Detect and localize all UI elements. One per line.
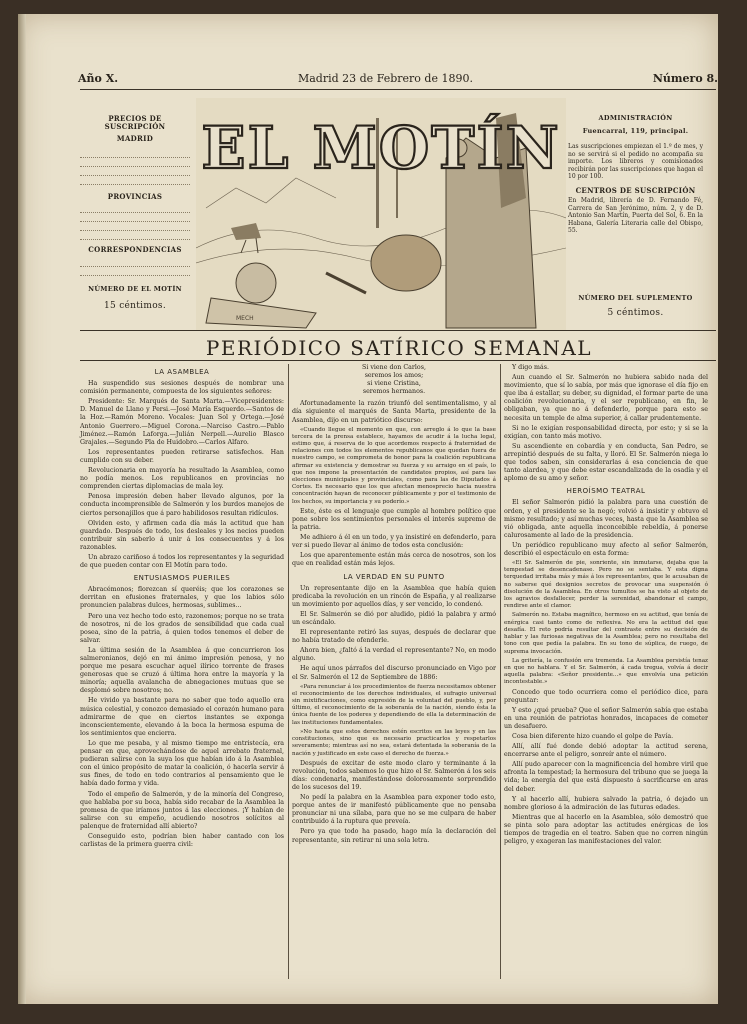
header-rule (80, 89, 716, 90)
paragraph: Y digo más. (512, 364, 549, 371)
page-spine (18, 14, 26, 1004)
column-1 (80, 364, 284, 851)
masthead-illustration (196, 98, 566, 330)
paragraph: La última sesión de la Asamblea á que concurrieron los salmeronianos, dejó en mi ánimo impresión penosa, y no porque me pesara escuchar aquel ilírico torrente de frases generosas que se cruzó á última hora entre la mayoría y la minoría; aquella avalancha de abnegaciones mutuas que se desplomó sobre nosotros; no. (80, 646, 284, 695)
paragraph: El señor Salmerón pidió la palabra para una cuestión de orden, y el presidente se la negó; volvió á insistir y obtuvo el mismo resultado; y así muchas veces, hasta que la Asamblea se vió obligada, ante aquella inconcebible rebeldía, á ponerse calurosamente al lado de la presidencia. (504, 499, 708, 539)
paragraph: Después de excitar de este modo claro y terminante á la revolución, todos sabemos lo que hizo el Sr. Salmerón á los seis días: condenarla, manifestándose dolorosamente sorprendido de los sucesos del 19. (292, 759, 496, 791)
paragraph: Cosa bien diferente hizo cuando el golpe de Pavía. (512, 732, 674, 740)
dateline: Madrid 23 de Febrero de 1890. (297, 72, 473, 85)
centros-text: En Madrid, librería de D. Fernando Fé, Carrera de San Jerónimo, núm. 2, y de D. Antonio San Martín, Puerta del Sol, 6. En la Habana, Galería Literaria calle del Obispo, 55. (568, 197, 703, 234)
paragraph: Un periódico republicano muy afecto al señor Salmerón, describió el espectáculo en esta forma: (504, 541, 708, 557)
paragraph: Salmerón no. Estaba magnífico, hermoso en su actitud, que tenía de enérgica casi tanto como de reflexiva. No era la actitud del que desafía. El reto podría resultar del contraste entre su decisión de hablar y las furiosas negativas de la Asamblea; pero no resultaba del tono con que pedía la palabra. En su tono de súplica, de ruego, de suprema invocación. (504, 612, 708, 655)
masthead-engraving (196, 98, 566, 330)
subscription-note: Las suscripciones empiezan el 1.º de mes, y no se servirá si el pedido no acompaña su importe. Los libreros y comisionados recibirán por las suscripciones que hagan el 10 por 100. (568, 143, 703, 180)
paragraph: Y esto ¿qué prueba? Que el señor Salmerón sabía que estaba en una reunión de patriotas honrados, incapaces de cometer un desafuero. (504, 706, 708, 730)
paragraph: Aun cuando el Sr. Salmerón no hubiera sabido nada del movimiento, que sí lo sabía, por más que ignorase el día fijo en que iba á estallar, su deber, su dignidad, el formar parte de una coalición revolucionaria, y el ser republicano, en fin, le obligaban, ya que no á defenderlo, porque para esto se necesita un temple de alma superior, á callar prudentemente. (504, 374, 708, 422)
paragraph: No pedí la palabra en la Asamblea para exponer todo esto, porque antes de ir manifestó públicamente que no pensaba pronunciar ni una sílaba, para que no se me culpara de haber contribuido á la ruptura que preveía. (292, 794, 496, 826)
provincias-lines (80, 206, 190, 240)
supplement-label: NÚMERO DEL SUPLEMENTO (578, 293, 693, 302)
paragraph: «El Sr. Salmerón de pie, sonriente, sin inmutarse, dejaba que la tempestad se desencadenase. Pero no se sentaba. Y esta digna terquedad irritaba más y más á los representantes, que le acusaban de no saberse qué designios secretos de provocar una suspensión ó disolución de la Asamblea. En otros tumultos se ha visto al objeto de los agravios desfallecer, perder la serenidad, abandonar el campo, rendirse ante el clamor. (504, 560, 708, 610)
column-2 (292, 364, 496, 851)
paragraph: Todo el empeño de Salmerón, y de la minoría del Congreso, que hablaba por su boca, había sido recabar de la Asamblea la promesa de que iríamos juntos á las elecciones. ¡Y habían de salirse con su empeño, acudiendo nosotros solícitos al palenque de fraternidad allí abierto? (80, 790, 284, 830)
paragraph: Lo que me pesaba, y al mismo tiempo me entristecía, era pensar en que, aprovechándose de aquel arrebato fraternal, pudieran salirse con la suya los que habían ido á la Asamblea con el único propósito de matar la coalición, ó hacerla servir á sus fines, de todo en todo contrarios al pensamiento que le había dado forma y vida. (80, 739, 284, 788)
verse-block (292, 364, 496, 396)
administration-box (568, 110, 703, 321)
paragraph: Concedo que todo ocurriera como el periódico dice, para preguntar: (504, 688, 708, 704)
madrid-lines (80, 151, 190, 185)
paragraph: Un representante dijo en la Asamblea que había quien predicaba la revolución en un rincón de España, y al realizarse un movimiento por aquellos días, y ser vencido, lo condenó. (292, 584, 496, 608)
paragraph: Ahora bien, ¿faltó á la verdad el representante? No, en modo alguno. (292, 647, 496, 663)
subtitle-rule-bottom (80, 360, 716, 361)
prices-title: PRECIOS DE SUSCRIPCIÓN (104, 114, 166, 131)
paragraph: Penosa impresión deben haber llevado algunos, por la conducta incomprensible de Salmerón y los burdos manejos de ciertos personajillos que á paro habilidosos resultan ridículos. (80, 493, 284, 517)
paragraph: Presidente: Sr. Marqués de Santa Marta.—Vicepresidentes: D. Manuel de Llano y Persi.—José María Esquerdo.—Santos de la Hoz.—Ramón Moreno. Vocales: Juan Sol y Ortega.—José Antonio Guerrero.—Miguel Corona.—Narciso Castro.—Pablo Jiménez.—Ramón Laforga.—Julián Nerpell.—Aurelio Blasco Grajales.—Segundo Pla de Huidobro.—Carlos Alfaro. (80, 398, 284, 446)
article-columns (80, 364, 710, 851)
paragraph: «Para renunciar á los procedimientos de fuerza necesitamos obtener el reconocimiento de los derechos individuales, el sufragio universal sin mixtificaciones, como expresión de la voluntad del pueblo, y, por último, el reconocimiento de la soberanía de la nación, siendo ésta la única fuente de los poderes y dependiendo de ella la determinación de las instituciones fundamentales. (292, 683, 496, 726)
correspondencias-lines (80, 260, 190, 276)
paragraph: La gritería, la confusión era tremenda. La Asamblea persistía tenaz en que no hablara. Y el Sr. Salmerón, á cada tregua, volvía á decir aquella palabra: «Señor presidente...» que envolvía una petición incontestable.» (504, 657, 708, 686)
paragraph: »No hasta que estos derechos estén escritos en las leyes y en las constituciones, sino que es necesario practicarlos y respetarlos severamente; mientras así no sea, estará detentada la soberanía de la nación y justificado en este caso el derecho de fuerza.» (292, 728, 496, 757)
paragraph: Pero una vez hecho todo esto, razonemos; porque no se trata de nosotros, ni de los grados de sensibilidad que cada cual posea, sino de la patria, á quien todos tenemos el deber de salvar. (80, 612, 284, 644)
paragraph: Los representantes pueden retirarse satisfechos. Han cumplido con su deber. (80, 448, 284, 464)
paragraph: He vivido ya bastante para no saber que todo aquello era música celestial, y conozco demasiado el corazón humano para admirarme de que en ciertos instantes se exponga inconscientemente, elevando á la boca la hermosa espuma de los sentimientos que encierra. (80, 697, 284, 737)
engraver-signature: MECH (236, 315, 254, 322)
issue-price-value: 15 céntimos. (103, 301, 166, 311)
paragraph: Revolucionaria en mayoría ha resultado la Asamblea, como no podía menos. Los republicanos en provincias no comprenden ciertas diplomacias de mala ley. (80, 467, 284, 491)
issue-number: Número 8. (652, 72, 718, 85)
paragraph: Afortunadamente la razón triunfó del sentimentalismo, y al día siguiente el marqués de Santa Marta, presidente de la Asamblea, dijo en un patriótico discurso: (292, 400, 496, 424)
heading-la-verdad: LA VERDAD EN SU PUNTO (343, 572, 445, 581)
verse-line: seremos hermanos. (362, 388, 426, 396)
correspondencias-label: CORRESPONDENCIAS (88, 245, 182, 254)
paragraph: El representante retiró las suyas, después de declarar que no había tratado de ofenderle. (292, 629, 496, 645)
paragraph: Un abrazo cariñoso á todos los representantes y la seguridad de que pueden contar con El Motín para todo. (80, 553, 284, 570)
paragraph: Conseguido esto, podrían bien haber cantado con los carlistas de la primera guerra civil: (80, 832, 284, 849)
paragraph: Pero ya que todo ha pasado, hago mía la declaración del representante, sin retirar ni una sola letra. (292, 828, 496, 844)
supplement-price: 5 céntimos. (607, 308, 664, 318)
paragraph: Mientras que al hacerlo en la Asamblea, sólo demostró que se pinta solo para adoptar las actitudes enérgicas de los tiempos de tragedia en el teatro. Saben que no corren ningún peligro, y exageran las manifestaciones del valor. (504, 813, 708, 846)
masthead-title: EL MOTÍN (201, 114, 561, 182)
column-3 (504, 364, 708, 851)
paragraph: Allí, allí fué donde debió adoptar la actitud serena, encerrarse ante el peligro, sonreír ante el número. (504, 743, 708, 759)
paragraph: Y al hacerlo allí, hubiera salvado la patria, ó dejado un nombre glorioso á la admiración de las futuras edades. (504, 795, 708, 811)
verse-line: seremos los amos; (364, 372, 424, 380)
newspaper-page (18, 14, 718, 1004)
paragraph: Su ascendiente en cobardía y en conducta, San Pedro, se arrepintió después de su falta, y lloró. El Sr. Salmerón niega lo que todos saben, sin considerarlas á esa conciencia de que tanto alardea, y que debe estar escandalizada de la osadía y el aplomo de su amo y señor. (504, 442, 708, 483)
year-label: Año X. (78, 72, 119, 85)
verse-line: si viene Cristina, (367, 380, 421, 388)
paragraph: «Cuando llegue el momento en que, con arreglo á lo que la base tercera de la prensa establece, hayamos de acudir á la lucha legal, estimo que, á reserva de lo que acordemos respecto á fraternidad de relaciones con todos los elementos republicanos que quedan fuera de nuestro campo, se comprometa de honor para la coalición republicana afirmar su existencia y demostrar su fuerza y su arraigo en el país, lo que nos impone la presentación de candidatos propios, así para las elecciones municipales y provinciales, como para las de Diputados á Cortes. Es necesario que los que afectan menosprecio hacia nuestra concentración hayan de reconocer públicamente y por el testimonio de los hechos, su importancia y su poderío.» (292, 426, 496, 505)
header-line (78, 72, 718, 85)
paragraph: Me adhiero á él en un todo, y ya insistiré en defenderlo, para ver si puedo llevar al ánimo de todos esta conclusión: (292, 534, 496, 550)
paragraph: He aquí unos párrafos del discurso pronunciado en Vigo por el Sr. Salmerón el 12 de Septiembre de 1886: (292, 665, 496, 681)
issue-price-label: NÚMERO DE EL MOTÍN (88, 284, 182, 293)
paragraph: Este, éste es el lenguaje que cumple al hombre político que pone sobre los sentimientos personales el interés supremo de la patria. (292, 507, 496, 532)
provincias-label: PROVINCIAS (107, 191, 163, 201)
administration-title: ADMINISTRACIÓN (598, 114, 673, 122)
paragraph: El Sr. Salmerón se dió por aludido, pidió la palabra y armó un escándalo. (292, 610, 496, 627)
subtitle-rule-top (80, 330, 716, 331)
heading-heroismo: HEROÍSMO TEATRAL (566, 487, 646, 496)
madrid-label: MADRID (116, 134, 154, 143)
heading-la-asamblea: LA ASAMBLEA (154, 368, 210, 376)
paragraph: Los que aparentemente están más cerca de nosotros, son los que en realidad están más lejos. (292, 552, 496, 568)
paragraph: Abracémonos; florezcan sí queréis; que los corazones se derritan en efusiones fraternales, y que los labios sólo pronuncien palabras dulces, hermosas, sublimes... (80, 586, 284, 610)
paragraph: Ha suspendido sus sesiones después de nombrar una comisión permanente, compuesta de los siguientes señores: (80, 380, 284, 396)
subscription-prices-box (80, 110, 190, 314)
heading-entusiasmos: ENTUSIASMOS PUERILES (133, 574, 231, 583)
administration-address: Fuencarral, 119, principal. (582, 126, 689, 135)
paragraph: Olviden esto, y afirmen cada día más la actitud que han guardado. Después de todo, los desleales y los necios pueden contribuir sin saberlo á unir á los consecuentes y á los razonables. (80, 519, 284, 551)
paragraph: Si no le exigían responsabilidad directa, por esto; y si se la exigían, con tanto más motivo. (504, 424, 708, 440)
verse-line: Si viene don Carlos, (362, 364, 426, 371)
centros-title: CENTROS DE SUSCRIPCIÓN (575, 185, 696, 195)
paragraph: Allí pudo aparecer con la magnificencia del hombre viril que afronta la tempestad; la hermosura del tribuno que se juega la vida; la energía del que está dispuesto á sacrificarse en aras del deber. (504, 761, 708, 793)
newspaper-subtitle: PERIÓDICO SATÍRICO SEMANAL (205, 336, 593, 360)
